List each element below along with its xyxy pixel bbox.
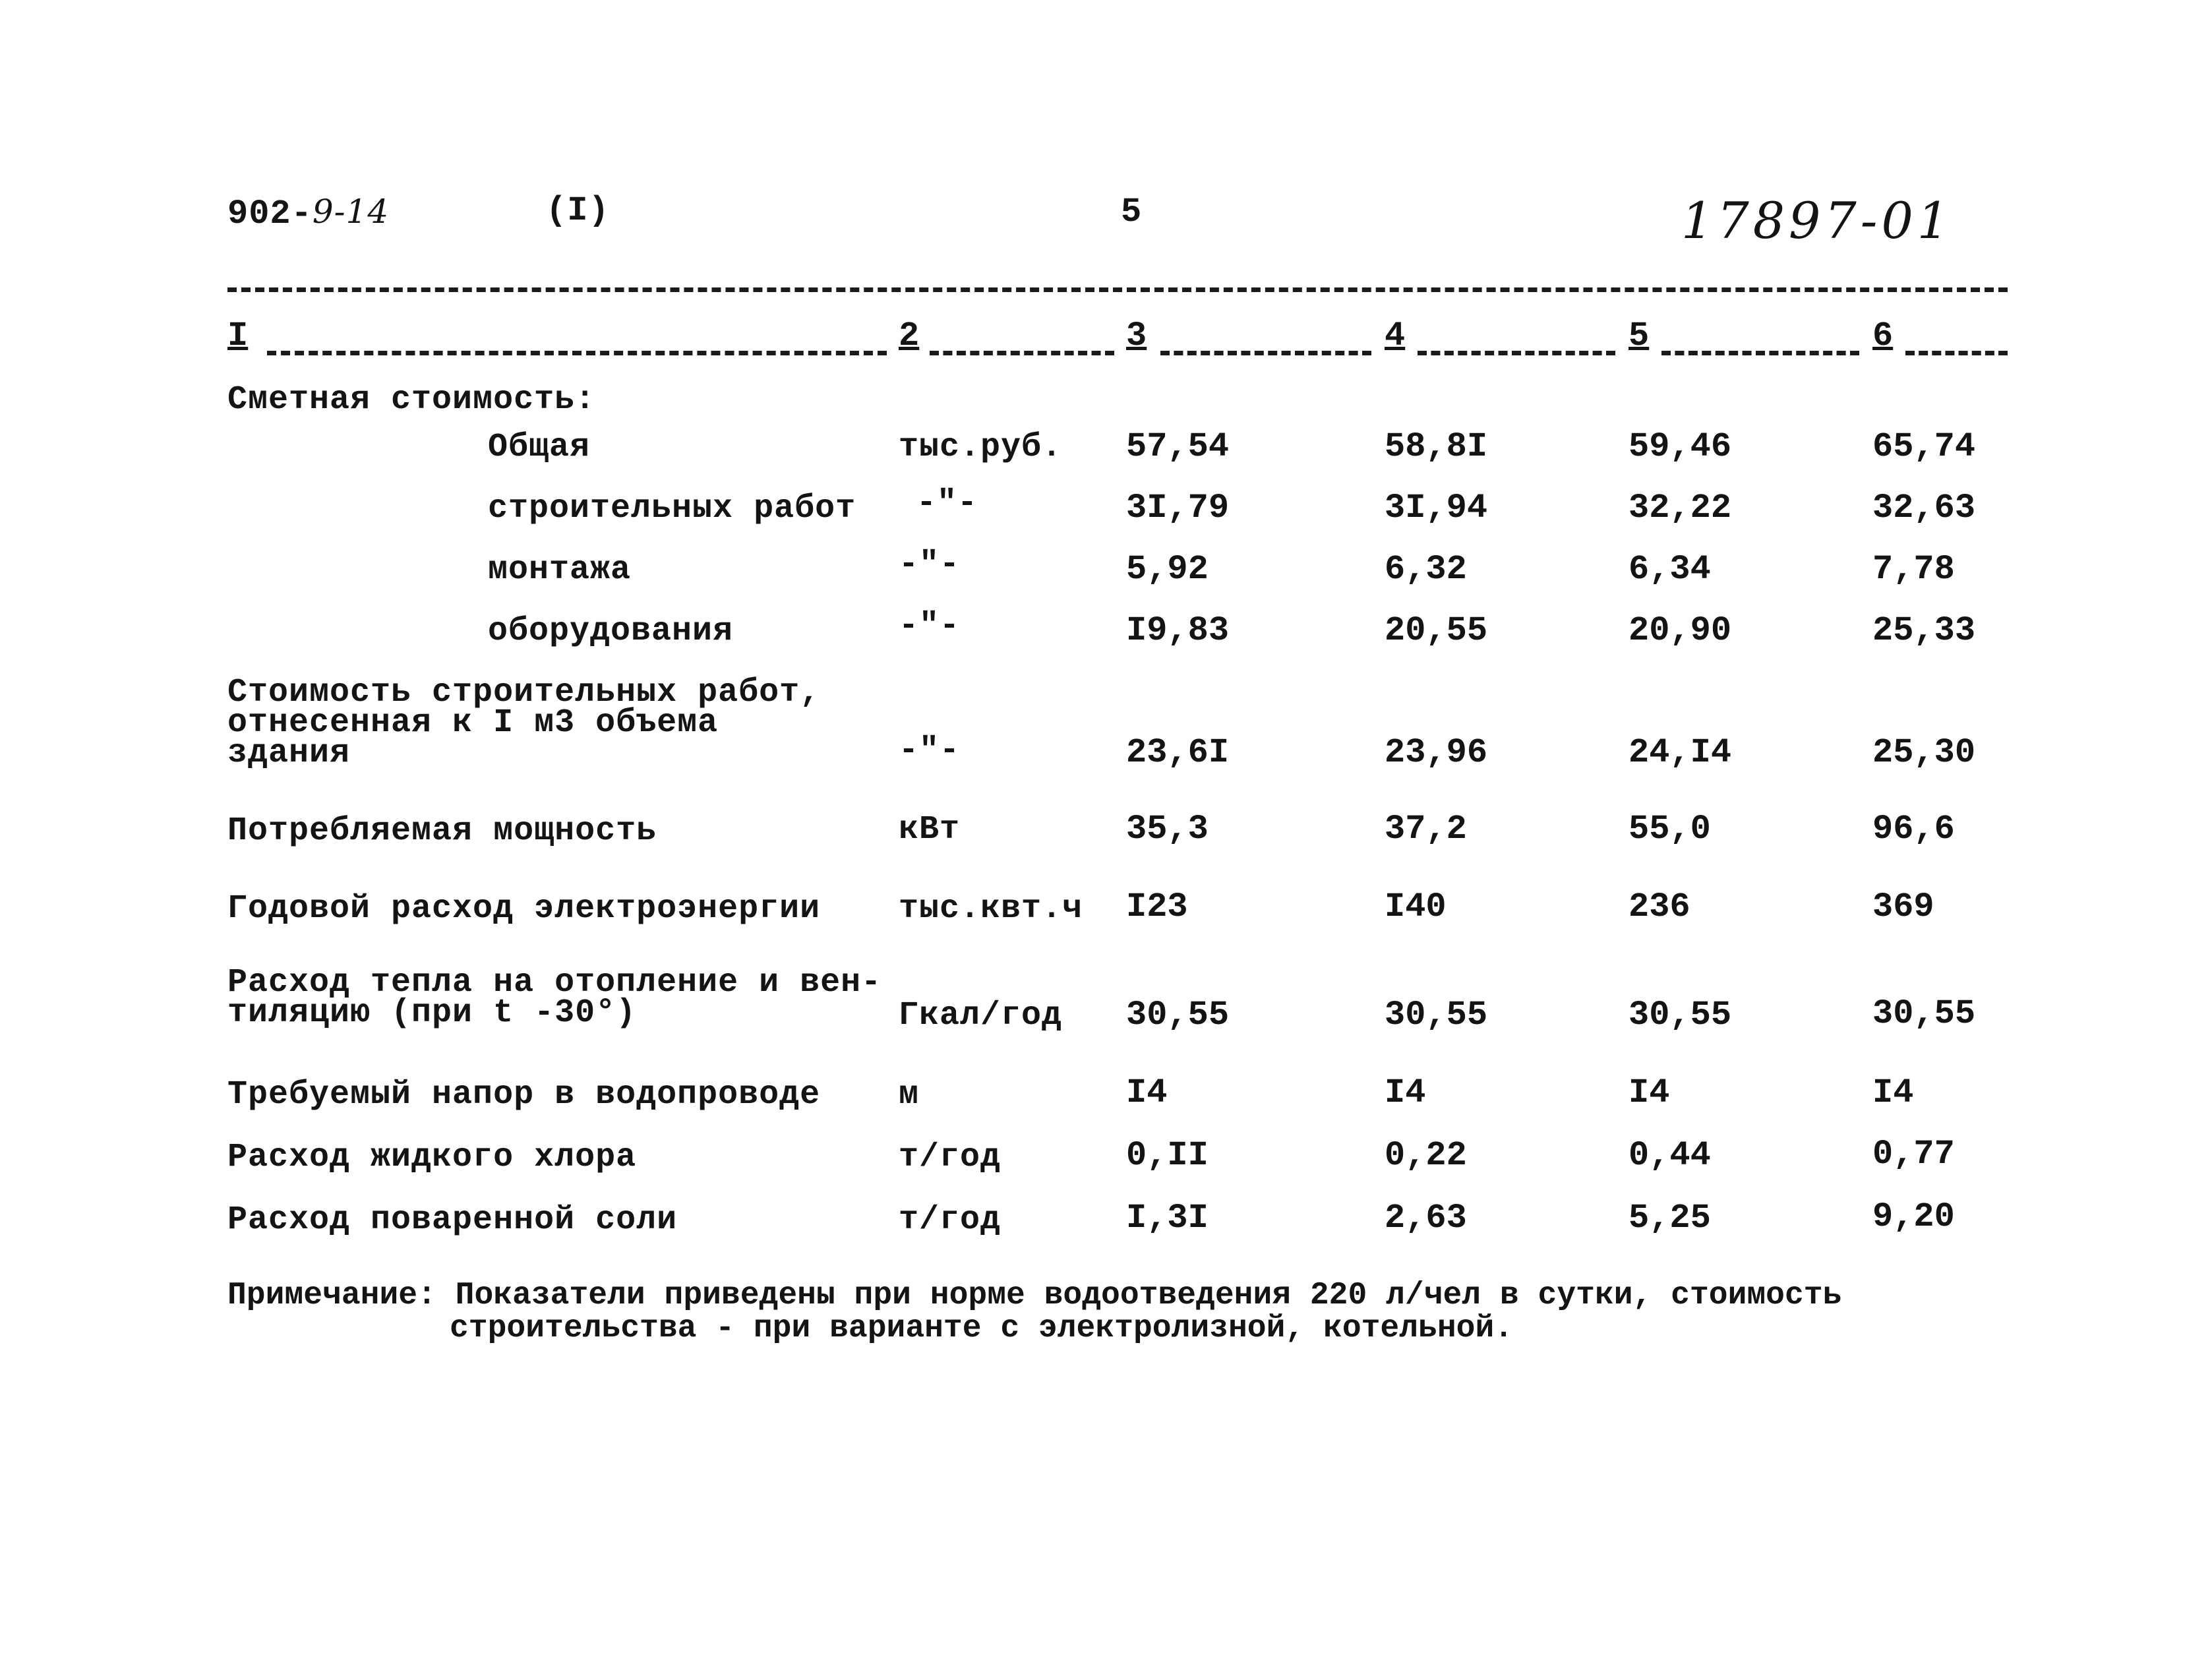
row-value-col5: 32,22	[1629, 489, 1732, 527]
header-rule-seg-4	[1418, 351, 1615, 355]
row-value-col3: 3I,79	[1126, 489, 1230, 527]
row-value-col5: 5,25	[1629, 1199, 1711, 1238]
row-label-line: отнесенная к I м3 объема	[227, 704, 719, 742]
row-unit: м	[899, 1076, 920, 1114]
section-title: Сметная стоимость:	[227, 381, 596, 419]
row-label	[227, 674, 821, 772]
row-value-col3: 5,92	[1126, 550, 1209, 589]
row-value-col3: I,3I	[1126, 1199, 1209, 1238]
row-value-col4: 37,2	[1385, 810, 1467, 849]
note-line-2: строительства - при варианте с электролизной, котельной.	[450, 1311, 1514, 1346]
row-value-col3: 57,54	[1126, 427, 1230, 466]
row-unit: т/год	[899, 1201, 1001, 1239]
row-label-line: Расход тепла на отопление и вен-	[227, 964, 882, 1001]
row-label: Общая	[488, 429, 591, 466]
row-value-col6: 30,55	[1872, 994, 1976, 1033]
row-value-col4: 58,8I	[1385, 427, 1488, 466]
row-value-col3: 0,II	[1126, 1136, 1209, 1175]
document-code	[227, 193, 389, 233]
row-value-col4: 0,22	[1385, 1136, 1467, 1175]
row-label: строительных работ	[488, 490, 856, 527]
row-unit: тыс.квт.ч	[899, 890, 1083, 928]
row-unit: -"-	[899, 546, 961, 583]
row-value-col5: 6,34	[1629, 550, 1711, 589]
row-value-col6: I4	[1872, 1073, 1914, 1112]
row-value-col4: I40	[1385, 887, 1447, 926]
note-line-1: Примечание: Показатели приведены при норме водоотведения 220 л/чел в сутки, стоимость	[227, 1278, 1842, 1313]
header-rule-seg-2	[930, 351, 1114, 355]
row-label	[227, 964, 882, 1032]
row-value-col5: 30,55	[1629, 996, 1732, 1034]
row-value-col6: 7,78	[1872, 550, 1955, 589]
row-unit: -"-	[916, 485, 978, 522]
row-value-col3: 23,6I	[1126, 733, 1230, 772]
row-value-col5: 59,46	[1629, 427, 1732, 466]
row-value-col3: I23	[1126, 887, 1188, 926]
volume-label: (I)	[546, 191, 610, 230]
row-value-col6: 0,77	[1872, 1135, 1955, 1174]
row-value-col4: I4	[1385, 1073, 1426, 1112]
column-header-3: 3	[1126, 316, 1147, 355]
header-rule-seg-6	[1905, 351, 2008, 355]
column-header-6: 6	[1872, 316, 1894, 355]
column-header-2: 2	[899, 316, 920, 355]
column-header-1: I	[227, 316, 249, 355]
row-label: оборудования	[488, 613, 734, 650]
row-unit: кВт	[899, 811, 961, 849]
row-label: Годовой расход электроэнергии	[227, 890, 821, 928]
row-value-col5: 55,0	[1629, 810, 1711, 849]
row-label: Требуемый напор в водопроводе	[227, 1076, 821, 1114]
row-value-col6: 25,30	[1872, 733, 1976, 772]
document-code-printed: 902-	[227, 194, 313, 233]
row-value-col4: 20,55	[1385, 611, 1488, 650]
row-label-line: тиляцию (при t -30°)	[227, 994, 637, 1032]
row-value-col6: 369	[1872, 887, 1934, 926]
row-value-col5: 236	[1629, 887, 1690, 926]
table-top-rule	[227, 287, 2008, 292]
row-value-col3: I9,83	[1126, 611, 1230, 650]
row-label: монтажа	[488, 551, 632, 589]
row-unit: Гкал/год	[899, 997, 1063, 1034]
row-value-col5: 0,44	[1629, 1136, 1711, 1175]
row-value-col6: 96,6	[1872, 810, 1955, 849]
row-label-line: здания	[227, 734, 351, 772]
row-label: Расход жидкого хлора	[227, 1139, 637, 1176]
row-value-col6: 9,20	[1872, 1197, 1955, 1236]
row-value-col3: I4	[1126, 1073, 1168, 1112]
row-value-col3: 30,55	[1126, 996, 1230, 1034]
row-value-col3: 35,3	[1126, 810, 1209, 849]
row-label: Потребляемая мощность	[227, 812, 657, 850]
row-value-col4: 6,32	[1385, 550, 1467, 589]
column-header-4: 4	[1385, 316, 1406, 355]
header-rule-seg-1	[267, 351, 887, 355]
stamp-number: 17897-01	[1681, 191, 1954, 250]
row-value-col4: 23,96	[1385, 733, 1488, 772]
row-label-line: Стоимость строительных работ,	[227, 674, 821, 711]
row-value-col5: 20,90	[1629, 611, 1732, 650]
row-unit: -"-	[899, 732, 961, 769]
row-unit: т/год	[899, 1139, 1001, 1176]
row-value-col4: 30,55	[1385, 996, 1488, 1034]
row-value-col5: 24,I4	[1629, 733, 1732, 772]
page-number: 5	[1121, 193, 1143, 231]
row-value-col6: 32,63	[1872, 489, 1976, 527]
row-value-col4: 2,63	[1385, 1199, 1467, 1238]
header-rule-seg-5	[1661, 351, 1859, 355]
row-value-col6: 65,74	[1872, 427, 1976, 466]
row-unit: тыс.руб.	[899, 429, 1063, 466]
row-value-col6: 25,33	[1872, 611, 1976, 650]
row-value-col4: 3I,94	[1385, 489, 1488, 527]
header-rule-seg-3	[1160, 351, 1371, 355]
row-value-col5: I4	[1629, 1073, 1670, 1112]
row-unit: -"-	[899, 607, 961, 645]
column-header-5: 5	[1629, 316, 1650, 355]
document-code-handwritten: 9-14	[312, 193, 390, 231]
row-label: Расход поваренной соли	[227, 1201, 678, 1239]
